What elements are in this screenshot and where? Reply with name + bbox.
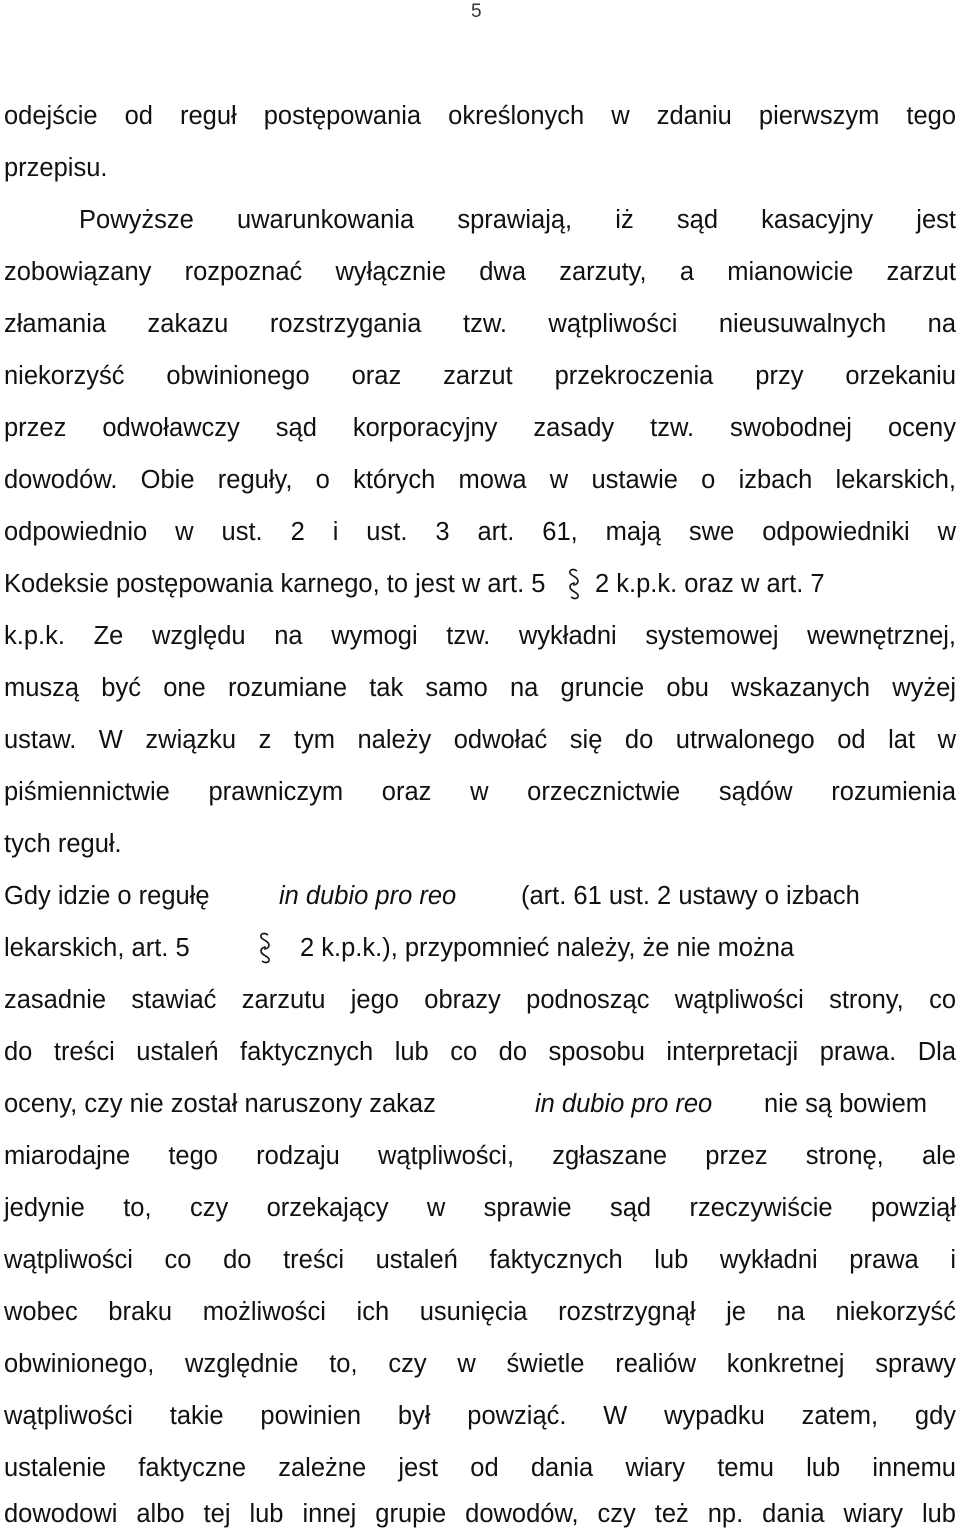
text-segment: Gdy idzie o regułę xyxy=(4,882,210,910)
text-line: przez odwoławczy sąd korporacyjny zasady tzw. swobodnej oceny xyxy=(4,414,956,442)
text-line: odpowiednio w ust. 2 i ust. 3 art. 61, mają swe odpowiedniki w xyxy=(4,518,956,546)
text-segment: 2 k.p.k.), przypomnieć należy, że nie można xyxy=(300,934,795,962)
text-segment: oceny, czy nie został naruszony zakaz xyxy=(4,1090,436,1118)
text-line: dowodowi albo tej lub innej grupie dowodów, czy też np. dania wiary lub xyxy=(4,1500,956,1528)
section-sign-icon xyxy=(567,567,581,601)
text-line: zasadnie stawiać zarzutu jego obrazy podnosząc wątpliwości strony, co xyxy=(4,986,956,1014)
text-line: złamania zakazu rozstrzygania tzw. wątpliwości nieusuwalnych na xyxy=(4,310,956,338)
text-line: piśmiennictwie prawniczym oraz w orzecznictwie sądów rozumienia xyxy=(4,778,956,806)
text-segment: (art. 61 ust. 2 ustawy o izbach xyxy=(521,882,860,910)
text-line: do treści ustaleń faktycznych lub co do sposobu interpretacji prawa. Dla xyxy=(4,1038,956,1066)
text-segment: 2 k.p.k. oraz w art. 7 xyxy=(595,570,825,598)
section-sign-icon xyxy=(258,931,272,965)
text-segment: nie są bowiem xyxy=(764,1090,927,1118)
text-line: odejście od reguł postępowania określonych w zdaniu pierwszym tego xyxy=(4,102,956,130)
text-line: wątpliwości takie powinien był powziąć. W wypadku zatem, gdy xyxy=(4,1402,956,1430)
text-line-with-italic xyxy=(4,879,956,913)
text-line: wątpliwości co do treści ustaleń faktycznych lub wykładni prawa i xyxy=(4,1246,956,1274)
text-line: przepisu. xyxy=(4,154,108,182)
page-number: 5 xyxy=(471,1,482,22)
text-line: wobec braku możliwości ich usunięcia rozstrzygnął je na niekorzyść xyxy=(4,1298,956,1326)
text-line: jedynie to, czy orzekający w sprawie sąd rzeczywiście powziął xyxy=(4,1194,956,1222)
italic-phrase: in dubio pro reo xyxy=(279,882,457,910)
text-line-with-section-sign xyxy=(4,931,956,965)
text-line: miarodajne tego rodzaju wątpliwości, zgłaszane przez stronę, ale xyxy=(4,1142,956,1170)
text-segment: Kodeksie postępowania karnego, to jest w art. 5 xyxy=(4,570,546,598)
text-line: obwinionego, względnie to, czy w świetle realiów konkretnej sprawy xyxy=(4,1350,956,1378)
italic-phrase: in dubio pro reo xyxy=(535,1090,713,1118)
text-line: dowodów. Obie reguły, o których mowa w ustawie o izbach lekarskich, xyxy=(4,466,956,494)
text-line: ustalenie faktyczne zależne jest od dania wiary temu lub innemu xyxy=(4,1454,956,1482)
text-segment: lekarskich, art. 5 xyxy=(4,934,190,962)
paragraph-first-line: Powyższe uwarunkowania sprawiają, iż sąd kasacyjny jest xyxy=(79,206,956,234)
text-line: ustaw. W związku z tym należy odwołać się do utrwalonego od lat w xyxy=(4,726,956,754)
text-line-with-italic xyxy=(4,1087,956,1121)
text-line: zobowiązany rozpoznać wyłącznie dwa zarzuty, a mianowicie zarzut xyxy=(4,258,956,286)
text-line: tych reguł. xyxy=(4,830,122,858)
text-line: k.p.k. Ze względu na wymogi tzw. wykładni systemowej wewnętrznej, xyxy=(4,622,956,650)
text-line: niekorzyść obwinionego oraz zarzut przekroczenia przy orzekaniu xyxy=(4,362,956,390)
text-line: muszą być one rozumiane tak samo na gruncie obu wskazanych wyżej xyxy=(4,674,956,702)
text-line-with-section-sign xyxy=(4,567,956,601)
